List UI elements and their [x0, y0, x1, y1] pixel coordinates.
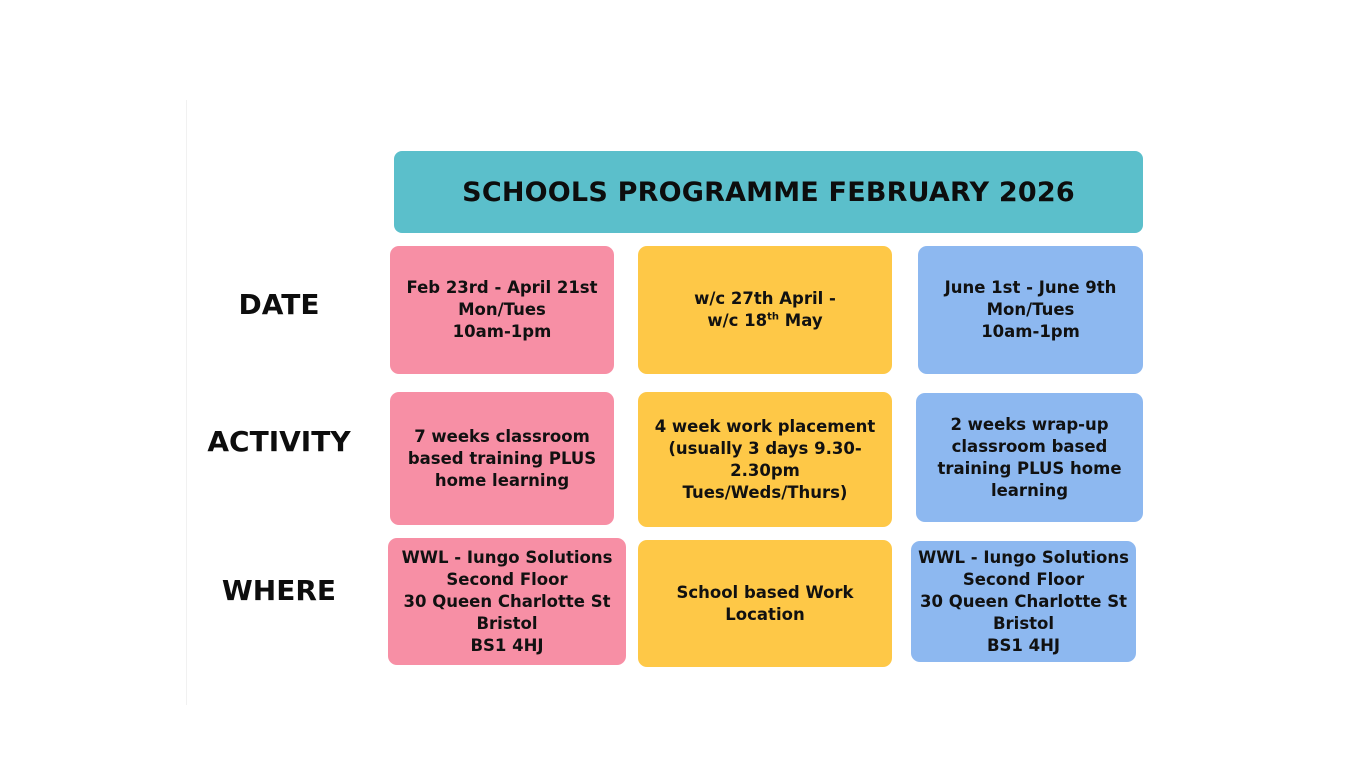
- date-cell-block-2-line2-pre: w/c 18: [707, 311, 768, 330]
- where-cell-block-1: [388, 538, 626, 665]
- date-cell-block-2-line1: w/c 27th April -: [694, 289, 836, 308]
- programme-title: SCHOOLS PROGRAMME FEBRUARY 2026: [462, 176, 1075, 208]
- programme-title-banner: [394, 151, 1143, 233]
- activity-cell-block-3-text: 2 weeks wrap-up classroom based training PLUS home learning: [937, 414, 1122, 500]
- where-cell-block-2-text: School based Work Location: [676, 582, 854, 624]
- date-cell-block-1-text: Feb 23rd - April 21st Mon/Tues 10am-1pm: [406, 278, 598, 341]
- where-cell-block-3: [911, 541, 1136, 662]
- where-cell-block-1-text: WWL - Iungo Solutions Second Floor 30 Queen Charlotte St Bristol BS1 4HJ: [401, 547, 613, 655]
- activity-cell-block-2: [638, 392, 892, 527]
- row-label-activity: ACTIVITY: [207, 425, 351, 458]
- activity-cell-block-1: [390, 392, 614, 525]
- date-cell-block-2-text: [694, 288, 836, 332]
- date-cell-block-2-line2-sup: th: [767, 311, 780, 323]
- row-label-date: DATE: [238, 288, 320, 321]
- activity-cell-block-1-text: 7 weeks classroom based training PLUS home learning: [407, 426, 597, 490]
- activity-cell-block-2-text: 4 week work placement (usually 3 days 9.30- 2.30pm Tues/Weds/Thurs): [654, 416, 876, 502]
- date-cell-block-3-text: June 1st - June 9th Mon/Tues 10am-1pm: [944, 278, 1117, 341]
- date-cell-block-3: [918, 246, 1143, 374]
- where-cell-block-3-text: WWL - Iungo Solutions Second Floor 30 Queen Charlotte St Bristol BS1 4HJ: [918, 547, 1129, 655]
- date-cell-block-2: [638, 246, 892, 374]
- where-cell-block-2: [638, 540, 892, 667]
- row-label-where: WHERE: [221, 574, 337, 607]
- date-cell-block-1: [390, 246, 614, 374]
- date-cell-block-2-line2-post: May: [779, 311, 823, 330]
- page-edge-line: [186, 100, 187, 705]
- activity-cell-block-3: [916, 393, 1143, 522]
